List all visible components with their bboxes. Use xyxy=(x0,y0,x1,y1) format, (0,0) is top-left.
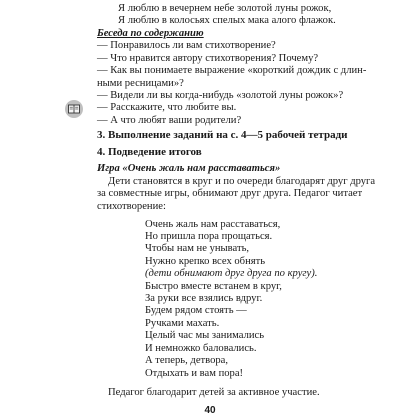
question-line: — Понравилось ли вам стихотворение? xyxy=(97,40,276,52)
poem-line: Но пришла пора прощаться. xyxy=(145,230,273,242)
closing-text: Педагог благодарит детей за активное участие. xyxy=(108,387,320,398)
poem-line: А теперь, детвора, xyxy=(145,355,229,367)
question-line: — Как вы понимаете выражение «короткий дождик с длин- xyxy=(97,65,367,77)
conversation-heading: Беседа по содержанию xyxy=(97,27,204,39)
section-4-title: 4. Подведение итогов xyxy=(97,145,202,158)
game-title: Игра «Очень жаль нам расставаться» xyxy=(97,162,281,174)
poem-line: Очень жаль нам расставаться, xyxy=(145,218,281,230)
poem-line: Чтобы нам не унывать, xyxy=(145,243,250,255)
section-3-title: 3. Выполнение заданий на с. 4—5 рабочей тетради xyxy=(97,128,348,141)
poem-line: Будем рядом стоять — xyxy=(145,305,247,317)
question-line: — Что нравится автору стихотворения? Почему? xyxy=(97,52,319,64)
poem-line: Целый час мы занимались xyxy=(145,330,265,342)
question-line: — Видели ли вы когда-нибудь «золотой луны рожок»? xyxy=(97,89,344,101)
game-text-line: за совместные игры, обнимают друг друга. Педагог читает xyxy=(97,188,363,200)
poem-line: Отдыхать и вам пора! xyxy=(145,367,244,379)
game-text-line: стихотворение: xyxy=(97,200,166,212)
workbook-icon xyxy=(65,100,83,118)
poem-top-line: Я люблю в вечернем небе золотой луны рожок, xyxy=(118,3,332,14)
poem-line: Ручками махать. xyxy=(145,317,220,329)
poem-line: Быстро вместе встанем в круг, xyxy=(145,280,282,292)
poem-line: За руки все взялись вдруг. xyxy=(145,293,263,304)
page-number: 40 xyxy=(204,405,216,416)
poem-line: Нужно крепко всех обнять xyxy=(145,255,266,267)
game-text-line: Дети становятся в круг и по очереди благодарят друг друга xyxy=(108,175,376,187)
question-line: ными ресницами»? xyxy=(97,77,184,89)
poem-line: И немножко баловались. xyxy=(145,342,257,354)
question-line: — Расскажите, что любите вы. xyxy=(97,102,237,114)
question-line: — А что любят ваши родители? xyxy=(97,114,242,126)
poem-top-line: Я люблю в колосьях спелых мака алого флажок. xyxy=(118,15,336,27)
poem-stage-direction: (дети обнимают друг друга по кругу). xyxy=(145,268,318,280)
